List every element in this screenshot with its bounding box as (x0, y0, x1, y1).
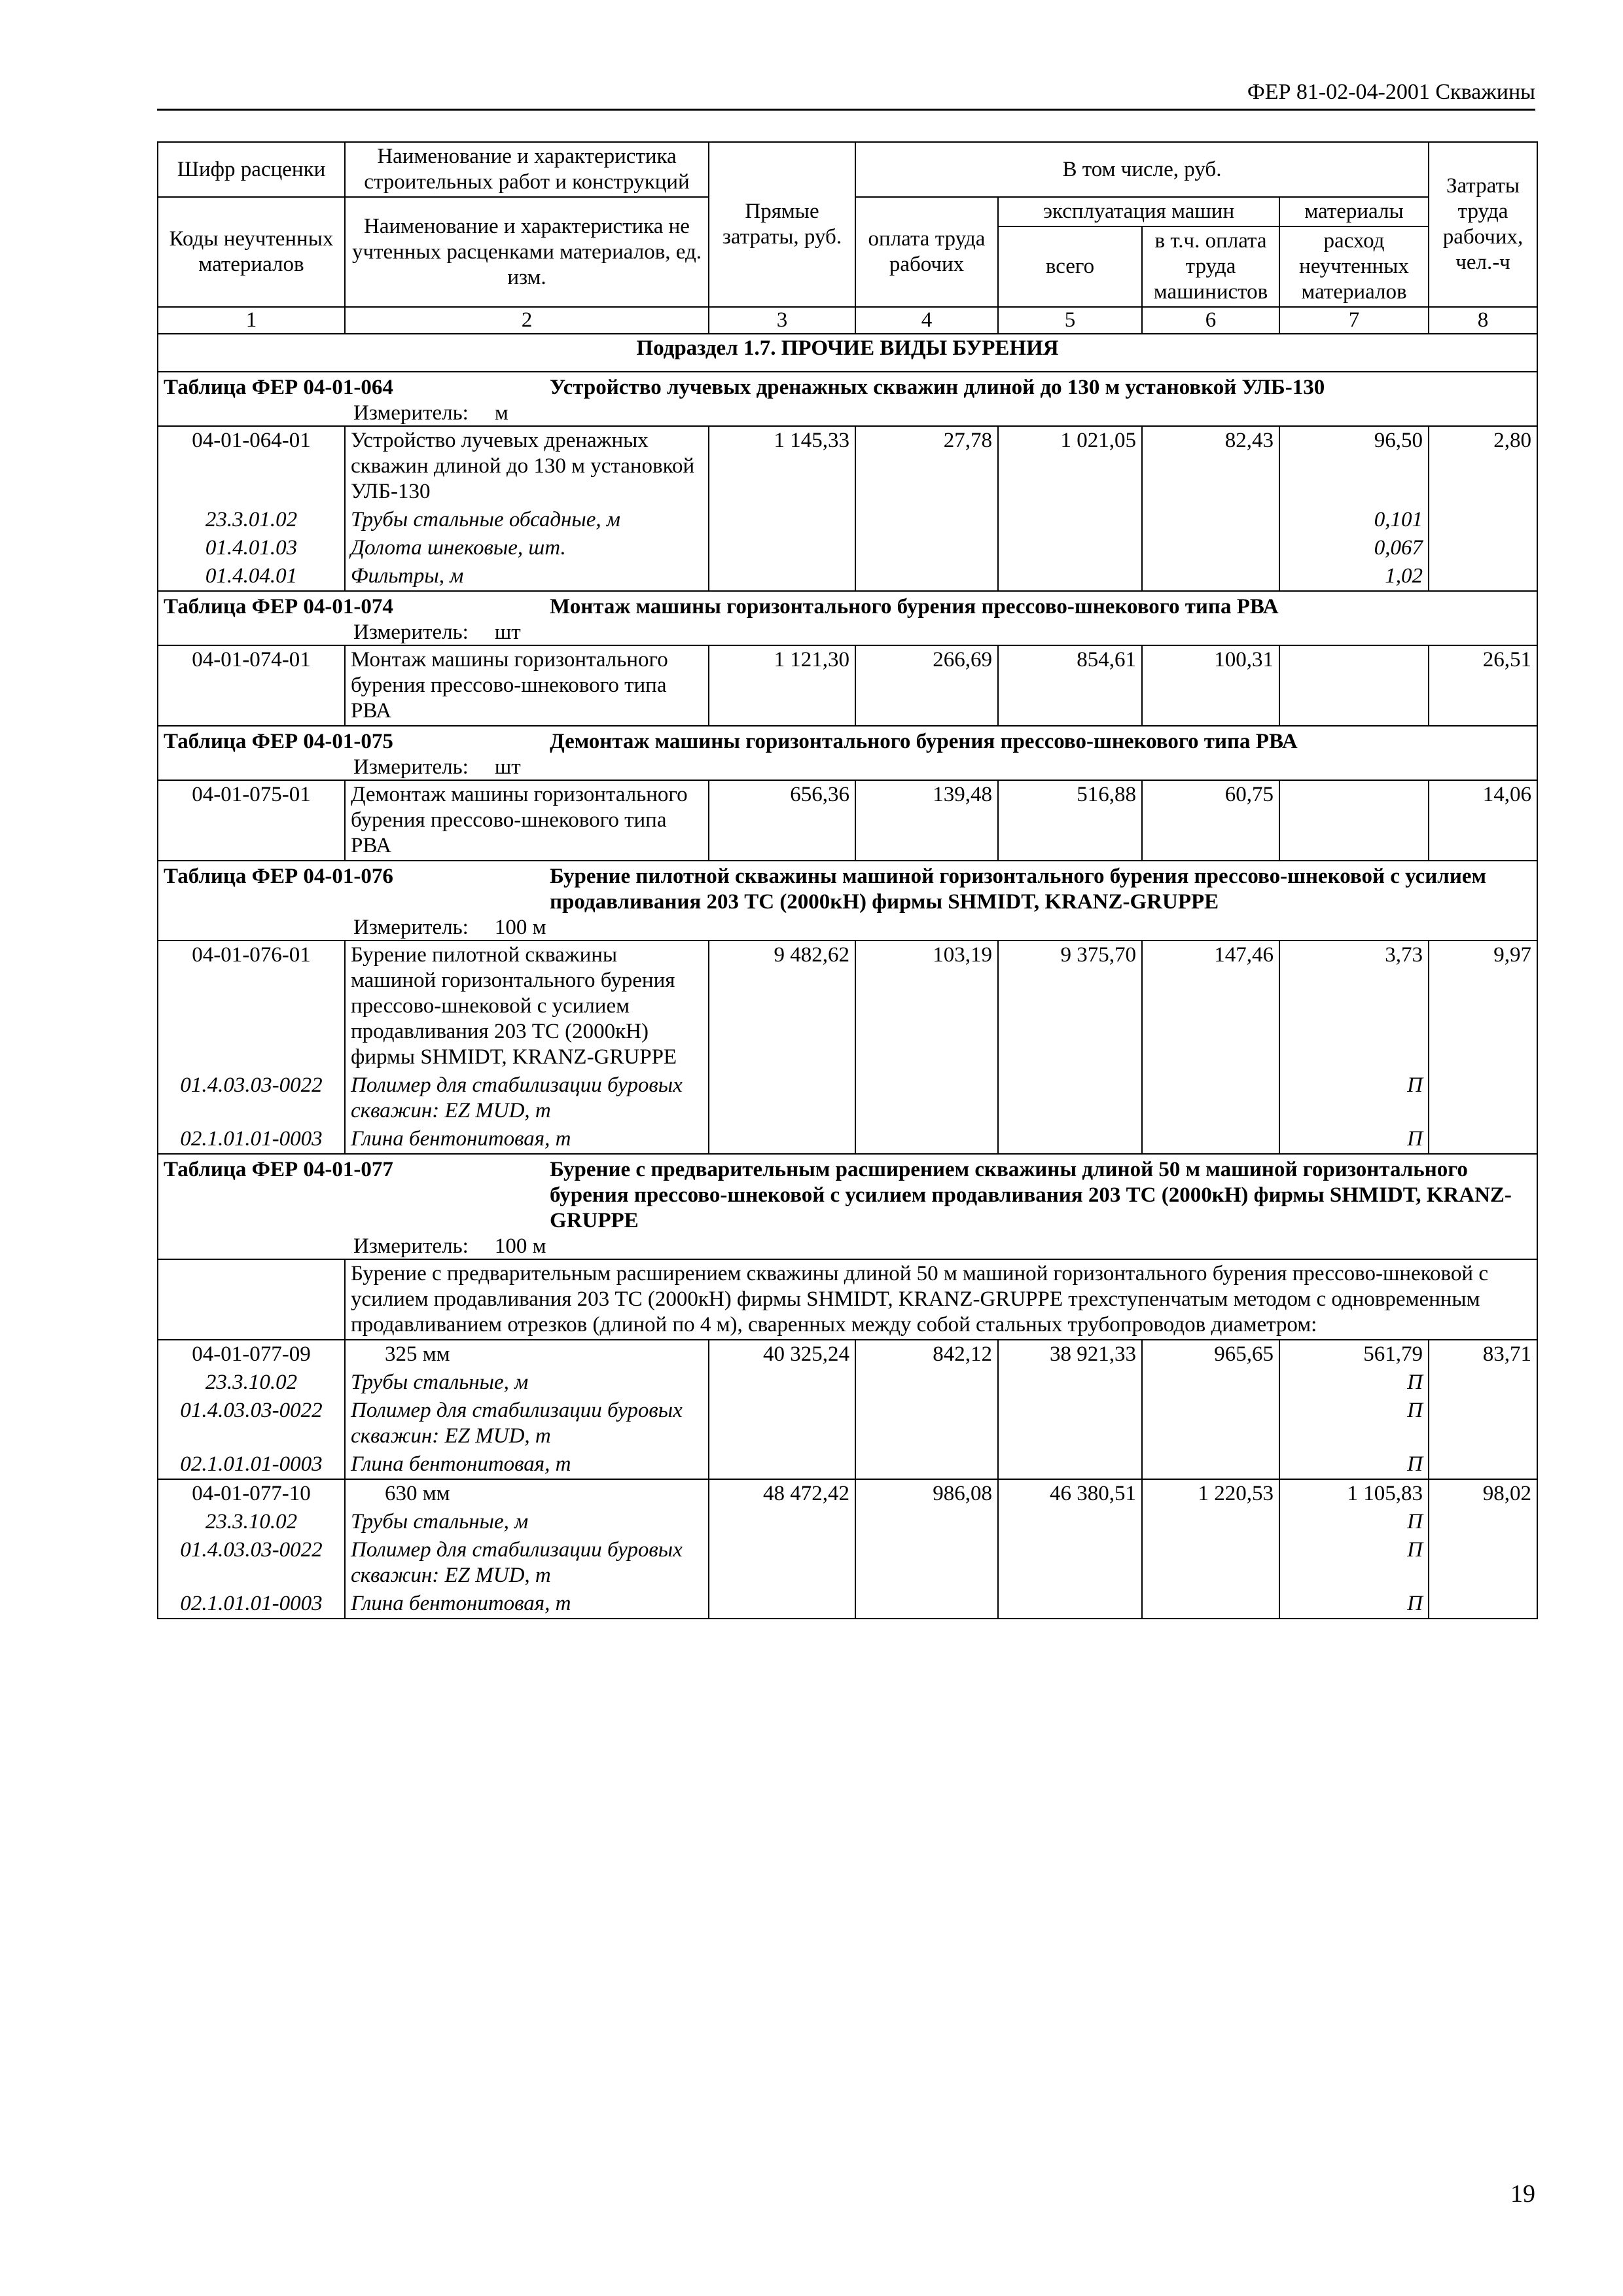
measure-label: Измеритель: (353, 1234, 469, 1258)
rate-name: Бурение пилотной скважины машиной горизонтального бурения прессово-шнековой с усилием продавливания 203 ТС (2000кН) фирмы SHMIDT, KRANZ-GRUPPE (345, 941, 709, 1071)
machines-labor: 965,65 (1142, 1340, 1279, 1479)
measure-unit: шт (494, 620, 521, 644)
table-description: Бурение с предварительным расширением скважины длиной 50 м машиной горизонтального бурения прессово-шнековой с усилием продавливания 203 ТС (2000кН) фирмы SHMIDT, KRANZ-GRUPPE трехступенчатым методом с одновременным продавливанием отрезков (длиной по 4 м), сваренных между собой стальных трубопроводов диаметром: (345, 1259, 1537, 1340)
material-name: Полимер для стабилизации буровых скважин: EZ MUD, т (345, 1397, 709, 1450)
col-labor-pay: оплата труда рабочих (855, 197, 998, 307)
labor-hours: 9,97 (1429, 941, 1537, 1154)
machines-total: 516,88 (998, 780, 1142, 861)
material-code: 02.1.01.01-0003 (158, 1450, 345, 1479)
measure (164, 1234, 1531, 1259)
machines-labor: 82,43 (1142, 426, 1279, 591)
table-heading (158, 1154, 1537, 1259)
material-code: 01.4.01.03 (158, 534, 345, 562)
measure-label: Измеритель: (353, 620, 469, 644)
table-label: Таблица ФЕР 04-01-064 (164, 376, 393, 399)
table-label: Таблица ФЕР 04-01-076 (164, 865, 393, 888)
materials-cost (1279, 780, 1429, 861)
rate-code: 04-01-076-01 (158, 941, 345, 1071)
direct-cost: 40 325,24 (709, 1340, 855, 1479)
material-name: Трубы стальные обсадные, м (345, 506, 709, 534)
col-incl: В том числе, руб. (855, 142, 1429, 197)
measure-label: Измеритель: (353, 401, 469, 425)
labor-pay: 27,78 (855, 426, 998, 591)
labor-hours: 2,80 (1429, 426, 1537, 591)
material-name: Глина бентонитовая, т (345, 1125, 709, 1154)
measure (164, 401, 1531, 425)
col-direct: Прямые затраты, руб. (709, 142, 855, 307)
table-title: Демонтаж машины горизонтального бурения прессово-шнекового типа РВА (550, 730, 1298, 753)
table-label: Таблица ФЕР 04-01-077 (164, 1158, 393, 1181)
material-code: 02.1.01.01-0003 (158, 1590, 345, 1619)
material-name: Долота шнековые, шт. (345, 534, 709, 562)
direct-cost: 656,36 (709, 780, 855, 861)
rate-name: Демонтаж машины горизонтального бурения прессово-шнекового типа РВА (345, 780, 709, 861)
labor-hours: 83,71 (1429, 1340, 1537, 1479)
material-name: Трубы стальные, м (345, 1369, 709, 1397)
material-code: 01.4.03.03-0022 (158, 1397, 345, 1450)
rate-code: 04-01-077-09 (158, 1340, 345, 1369)
material-value: П (1279, 1397, 1429, 1450)
col-labor: Затраты труда рабочих, чел.-ч (1429, 142, 1537, 307)
col-num: 1 (158, 307, 345, 334)
measure-unit: шт (494, 755, 521, 779)
table-row (158, 1479, 1537, 1508)
col-machines-total: всего (998, 226, 1142, 307)
rate-name: Монтаж машины горизонтального бурения прессово-шнекового типа РВА (345, 645, 709, 726)
material-value: П (1279, 1369, 1429, 1397)
table-title: Бурение пилотной скважины машиной горизонтального бурения прессово-шнековой с усилием продавливания 203 ТС (2000кН) фирмы SHMIDT, KRANZ-GRUPPE (550, 865, 1486, 914)
col-num: 8 (1429, 307, 1537, 334)
material-code: 01.4.04.01 (158, 562, 345, 591)
material-value: 0,067 (1279, 534, 1429, 562)
labor-pay: 266,69 (855, 645, 998, 726)
measure-unit: 100 м (494, 1234, 546, 1258)
table-row (158, 426, 1537, 506)
machines-total: 38 921,33 (998, 1340, 1142, 1479)
material-value: П (1279, 1125, 1429, 1154)
col-name2: Наименование и характеристика не учтенных расценками материалов, ед. изм. (345, 197, 709, 307)
material-code: 23.3.01.02 (158, 506, 345, 534)
material-name: Глина бентонитовая, т (345, 1590, 709, 1619)
table-title: Монтаж машины горизонтального бурения прессово-шнекового типа РВА (550, 595, 1279, 619)
labor-hours: 26,51 (1429, 645, 1537, 726)
rate-code: 04-01-075-01 (158, 780, 345, 861)
machines-labor: 1 220,53 (1142, 1479, 1279, 1619)
table-heading (158, 861, 1537, 941)
material-value: П (1279, 1508, 1429, 1536)
material-name: Трубы стальные, м (345, 1508, 709, 1536)
table-heading (158, 591, 1537, 645)
col-num: 2 (345, 307, 709, 334)
col-num: 4 (855, 307, 998, 334)
rate-name: Устройство лучевых дренажных скважин длиной до 130 м установкой УЛБ-130 (345, 426, 709, 506)
material-value: П (1279, 1450, 1429, 1479)
material-value: П (1279, 1536, 1429, 1590)
machines-total: 1 021,05 (998, 426, 1142, 591)
materials-cost: 96,50 (1279, 426, 1429, 506)
measure-label: Измеритель: (353, 916, 469, 939)
materials-cost (1279, 645, 1429, 726)
rate-name: 630 мм (345, 1479, 709, 1508)
material-value: 0,101 (1279, 506, 1429, 534)
machines-total: 9 375,70 (998, 941, 1142, 1154)
subsection-title: Подраздел 1.7. ПРОЧИЕ ВИДЫ БУРЕНИЯ (158, 334, 1537, 372)
document-title: ФЕР 81-02-04-2001 Скважины (1247, 80, 1535, 104)
material-name: Глина бентонитовая, т (345, 1450, 709, 1479)
col-machines: эксплуатация машин (998, 197, 1279, 226)
material-code: 01.4.03.03-0022 (158, 1071, 345, 1125)
material-name: Фильтры, м (345, 562, 709, 591)
materials-cost: 1 105,83 (1279, 1479, 1429, 1508)
material-value: П (1279, 1071, 1429, 1125)
direct-cost: 1 145,33 (709, 426, 855, 591)
col-name: Наименование и характеристика строительных работ и конструкций (345, 142, 709, 197)
rate-code: 04-01-074-01 (158, 645, 345, 726)
col-num: 3 (709, 307, 855, 334)
measure (164, 620, 1531, 645)
measure (164, 755, 1531, 780)
col-num: 7 (1279, 307, 1429, 334)
machines-total: 854,61 (998, 645, 1142, 726)
col-num: 5 (998, 307, 1142, 334)
table-row (158, 941, 1537, 1071)
table-row (158, 1340, 1537, 1369)
direct-cost: 9 482,62 (709, 941, 855, 1154)
measure-unit: 100 м (494, 916, 546, 939)
table-title: Бурение с предварительным расширением скважины длиной 50 м машиной горизонтального бурения прессово-шнековой с усилием продавливания 203 ТС (2000кН) фирмы SHMIDT, KRANZ-GRUPPE (550, 1158, 1512, 1232)
labor-hours: 14,06 (1429, 780, 1537, 861)
material-value: 1,02 (1279, 562, 1429, 591)
material-value: П (1279, 1590, 1429, 1619)
material-name: Полимер для стабилизации буровых скважин: EZ MUD, т (345, 1071, 709, 1125)
materials-cost: 561,79 (1279, 1340, 1429, 1369)
table-heading (158, 372, 1537, 426)
table-title: Устройство лучевых дренажных скважин длиной до 130 м установкой УЛБ-130 (550, 376, 1325, 399)
rate-code: 04-01-064-01 (158, 426, 345, 506)
material-code: 23.3.10.02 (158, 1369, 345, 1397)
material-code: 01.4.03.03-0022 (158, 1536, 345, 1590)
table-label: Таблица ФЕР 04-01-075 (164, 730, 393, 753)
machines-labor: 147,46 (1142, 941, 1279, 1154)
measure-label: Измеритель: (353, 755, 469, 779)
labor-pay: 139,48 (855, 780, 998, 861)
material-name: Полимер для стабилизации буровых скважин: EZ MUD, т (345, 1536, 709, 1590)
col-materials: материалы (1279, 197, 1429, 226)
rate-code: 04-01-077-10 (158, 1479, 345, 1508)
col-num: 6 (1142, 307, 1279, 334)
price-table (157, 141, 1538, 1619)
empty-cell (158, 1259, 345, 1340)
col-codes: Коды неучтенных материалов (158, 197, 345, 307)
labor-pay: 986,08 (855, 1479, 998, 1619)
labor-hours: 98,02 (1429, 1479, 1537, 1619)
machines-labor: 60,75 (1142, 780, 1279, 861)
table-label: Таблица ФЕР 04-01-074 (164, 595, 393, 619)
table-row (158, 645, 1537, 726)
labor-pay: 842,12 (855, 1340, 998, 1479)
table-row (158, 780, 1537, 861)
material-code: 23.3.10.02 (158, 1508, 345, 1536)
materials-cost: 3,73 (1279, 941, 1429, 1071)
machines-total: 46 380,51 (998, 1479, 1142, 1619)
measure-unit: м (494, 401, 508, 425)
machines-labor: 100,31 (1142, 645, 1279, 726)
running-header (157, 76, 1535, 111)
rate-name: 325 мм (345, 1340, 709, 1369)
page-number: 19 (1510, 2180, 1535, 2208)
material-code: 02.1.01.01-0003 (158, 1125, 345, 1154)
col-cipher: Шифр расценки (158, 142, 345, 197)
measure (164, 915, 1531, 940)
direct-cost: 1 121,30 (709, 645, 855, 726)
col-machines-labor: в т.ч. оплата труда машинистов (1142, 226, 1279, 307)
col-materials2: расход неучтенных материалов (1279, 226, 1429, 307)
labor-pay: 103,19 (855, 941, 998, 1154)
direct-cost: 48 472,42 (709, 1479, 855, 1619)
table-heading (158, 726, 1537, 780)
